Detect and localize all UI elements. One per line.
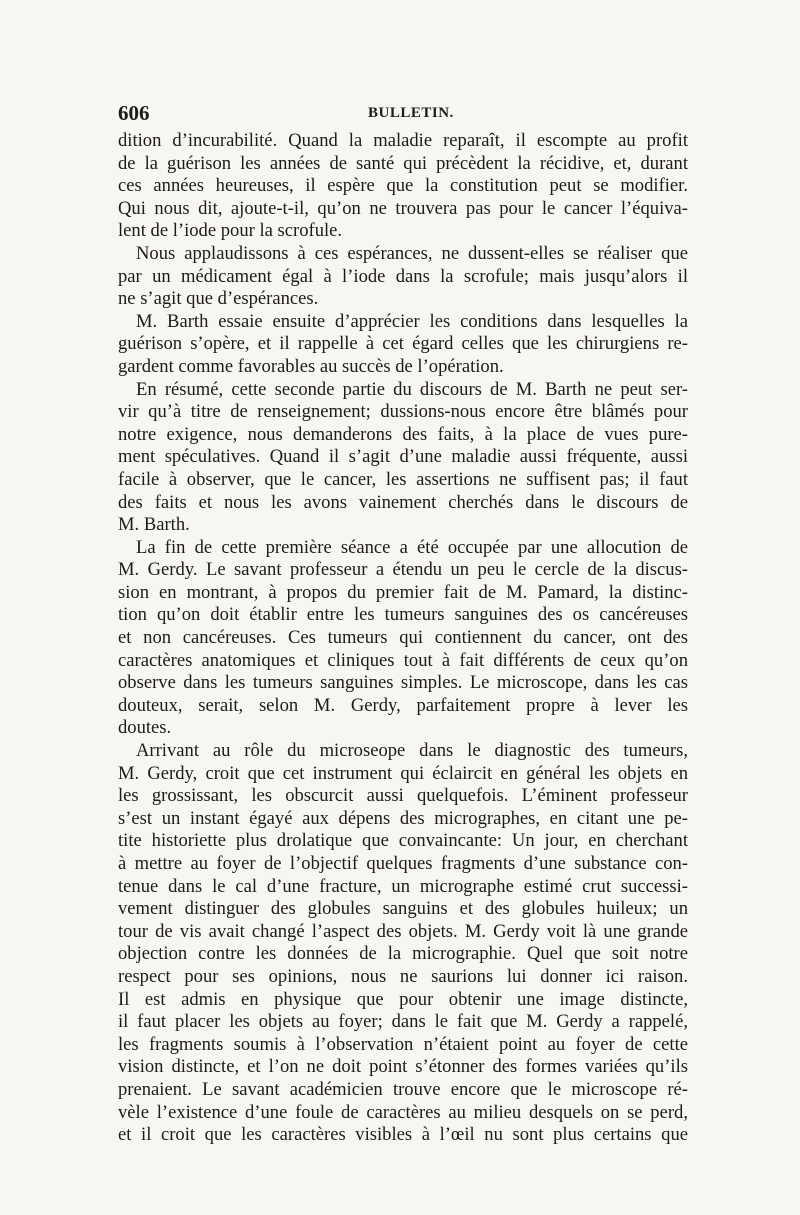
text-line: par un médicament égal à l’iode dans la scrofule; mais jusqu’alors il	[118, 265, 688, 287]
text-line: M. Gerdy, croit que cet instrument qui éclaircit en général les objets en	[118, 762, 688, 784]
text-line: En résumé, cette seconde partie du discours de M. Barth ne peut ser-	[136, 378, 688, 400]
text-line: vision distincte, et l’on ne doit point s’étonner des formes variées qu’ils	[118, 1056, 688, 1078]
text-line: Il est admis en physique que pour obtenir une image distincte,	[118, 988, 688, 1010]
page-number: 606	[118, 101, 150, 125]
text-line: ne s’agit que d’espérances.	[118, 288, 319, 310]
text-line: vement distinguer des globules sanguins et des globules huileux; un	[118, 898, 688, 920]
text-line: ces années heureuses, il espère que la constitution peut se modifier.	[118, 175, 688, 197]
page-header	[118, 100, 688, 126]
text-line: ment spéculatives. Quand il s’agit d’une maladie aussi fréquente, aussi	[118, 446, 688, 468]
text-line: La fin de cette première séance a été occupée par une allocution de	[136, 536, 688, 558]
text-line: Qui nous dit, ajoute-t-il, qu’on ne trouvera pas pour le cancer l’équiva-	[118, 197, 688, 219]
text-line: et non cancéreuses. Ces tumeurs qui contiennent du cancer, ont des	[118, 627, 688, 649]
text-line: Arrivant au rôle du microseope dans le diagnostic des tumeurs,	[136, 740, 688, 762]
text-line: doutes.	[118, 717, 172, 739]
text-line: les grossissant, les obscurcit aussi quelquefois. L’éminent professeur	[118, 785, 688, 807]
text-line: vir qu’à titre de renseignement; dussions-nous encore être blâmés pour	[118, 401, 688, 423]
text-line: s’est un instant égayé aux dépens des micrographes, en citant une pe-	[118, 807, 688, 829]
text-line: sion en montrant, à propos du premier fait de M. Pamard, la distinc-	[118, 581, 688, 603]
text-line: guérison s’opère, et il rappelle à cet égard celles que les chirurgiens re-	[118, 333, 688, 355]
text-line: tion qu’on doit établir entre les tumeurs sanguines des os cancéreuses	[118, 604, 688, 626]
text-line: tite historiette plus drolatique que convaincante: Un jour, en cherchant	[118, 830, 688, 852]
text-line: vèle l’existence d’une foule de caractères au milieu desquels on se perd,	[118, 1101, 688, 1123]
text-line: de la guérison les années de santé qui précèdent la récidive, et, durant	[118, 152, 688, 174]
text-line: lent de l’iode pour la scrofule.	[118, 220, 343, 242]
text-line: il faut placer les objets au foyer; dans le fait que M. Gerdy a rappelé,	[118, 1011, 688, 1033]
text-line: à mettre au foyer de l’objectif quelques fragments d’une substance con-	[118, 853, 688, 874]
text-line: et il croit que les caractères visibles à l’œil nu sont plus certains que	[118, 1124, 688, 1146]
text-line: prenaient. Le savant académicien trouve encore que le microscope ré-	[118, 1078, 688, 1100]
text-line: M. Barth essaie ensuite d’apprécier les conditions dans lesquelles la	[136, 310, 688, 332]
text-line: dition d’incurabilité. Quand la maladie reparaît, il escompte au profit	[118, 130, 688, 151]
running-title: BULLETIN.	[368, 105, 454, 121]
text-line: gardent comme favorables au succès de l’opération.	[118, 355, 504, 377]
body-text	[118, 130, 688, 1147]
text-line: des faits et nous les avons vainement cherchés dans le discours de	[118, 491, 688, 513]
text-line: objection contre les données de la micrographie. Quel que soit notre	[118, 943, 688, 965]
text-line: facile à observer, que le cancer, les assertions ne suffisent pas; il faut	[118, 468, 688, 490]
text-line: les fragments soumis à l’observation n’étaient point au foyer de cette	[118, 1033, 688, 1055]
text-line: observe dans les tumeurs sanguines simples. Le microscope, dans les cas	[118, 672, 688, 694]
text-line: notre exigence, nous demanderons des faits, à la place de vues pure-	[118, 423, 688, 445]
text-line: M. Barth.	[118, 514, 190, 536]
text-line: tenue dans le cal d’une fracture, un micrographe estimé crut successi-	[118, 875, 688, 897]
text-line: M. Gerdy. Le savant professeur a étendu un peu le cercle de la discus-	[118, 559, 688, 581]
text-line: respect pour ses opinions, nous ne saurions lui donner ici raison.	[118, 965, 688, 987]
text-line: tour de vis avait changé l’aspect des objets. M. Gerdy voit là une grande	[118, 920, 688, 942]
text-line: douteux, serait, selon M. Gerdy, parfaitement propre à lever les	[118, 694, 688, 716]
text-line: caractères anatomiques et cliniques tout à fait différents de ceux qu’on	[118, 649, 688, 671]
text-line: Nous applaudissons à ces espérances, ne dussent-elles se réaliser que	[136, 242, 688, 264]
